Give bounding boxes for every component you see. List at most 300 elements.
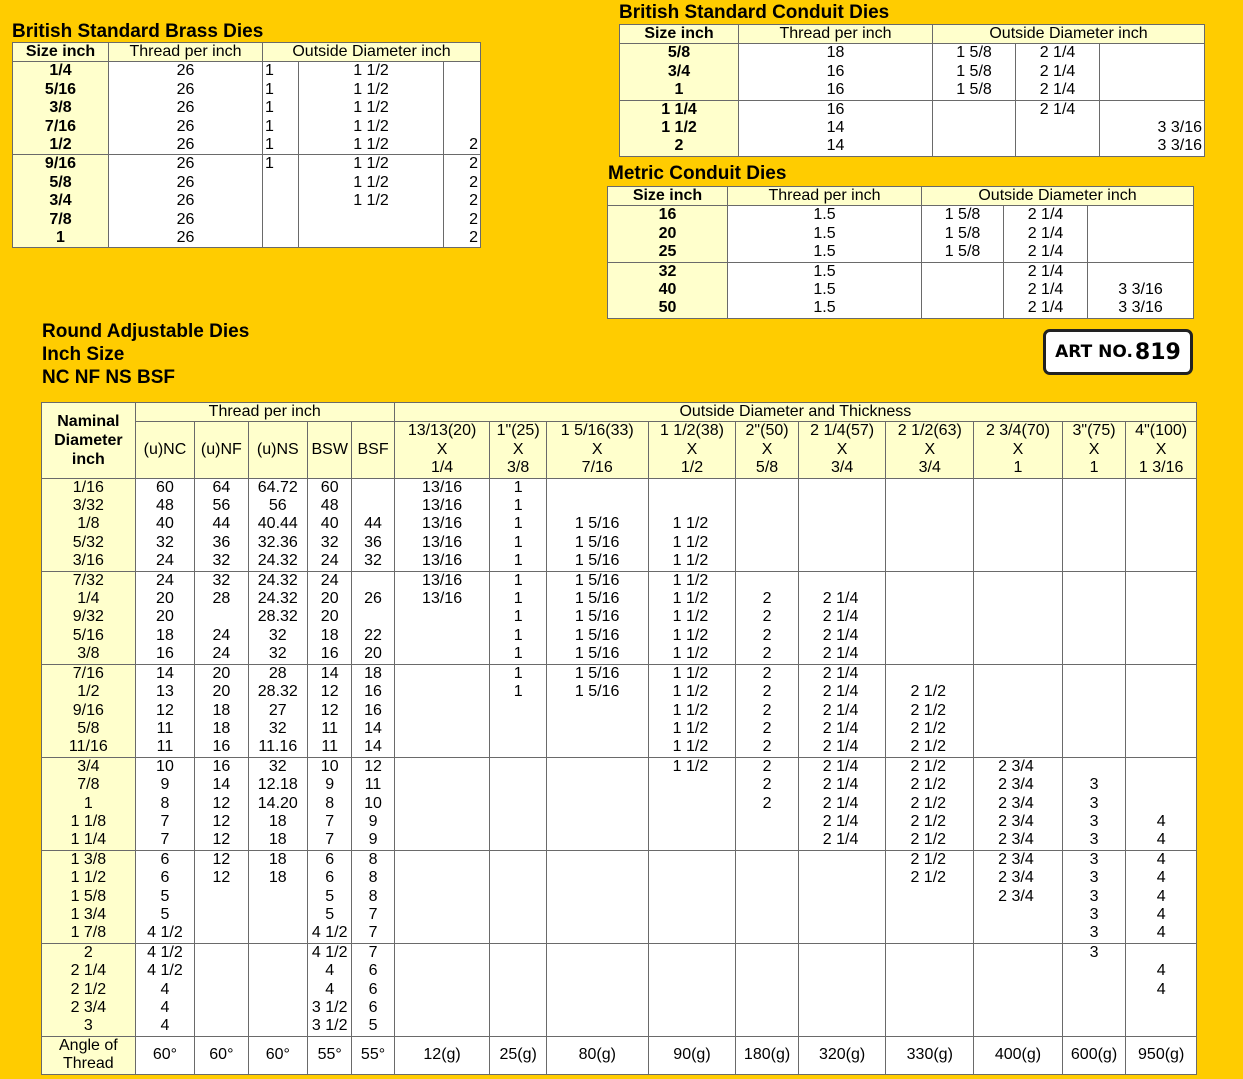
value-cell	[974, 497, 1063, 515]
value-cell	[546, 850, 648, 869]
value-cell: 18	[135, 627, 194, 645]
value-cell	[394, 627, 490, 645]
value-cell	[974, 720, 1063, 738]
value-cell	[922, 281, 1004, 299]
value-cell: 2 3/4	[974, 795, 1063, 813]
value-cell	[886, 888, 974, 906]
value-cell	[394, 683, 490, 701]
nominal-size-cell: 3	[42, 1017, 136, 1036]
value-cell: 1 1/2	[648, 627, 736, 645]
thread-header: Thread per inch	[109, 43, 263, 62]
value-cell: 3	[1062, 924, 1125, 943]
value-cell	[798, 552, 886, 571]
table-row	[42, 645, 1197, 664]
value-cell	[1126, 590, 1197, 608]
value-cell: 26	[109, 211, 263, 229]
value-cell: 2 1/4	[798, 776, 886, 794]
value-cell: 26	[109, 192, 263, 210]
value-cell: 1 5/8	[933, 44, 1016, 63]
value-cell: 1	[490, 683, 546, 701]
value-cell: 32	[248, 720, 307, 738]
value-cell: 4	[1126, 906, 1197, 924]
size-cell: 5/16	[13, 81, 109, 99]
footer-cell: 80(g)	[546, 1036, 648, 1074]
value-cell	[394, 757, 490, 776]
value-cell: 16	[739, 63, 933, 81]
value-cell	[394, 795, 490, 813]
size-cell: 1/2	[13, 136, 109, 155]
value-cell	[546, 757, 648, 776]
value-cell	[1062, 981, 1125, 999]
nominal-size-cell: 5/32	[42, 534, 136, 552]
value-cell: 4 1/2	[135, 924, 194, 943]
value-cell: 1	[263, 81, 299, 99]
value-cell	[1088, 262, 1194, 281]
footer-cell: 60°	[248, 1036, 307, 1074]
value-cell: 12	[195, 831, 248, 850]
table-row	[42, 795, 1197, 813]
value-cell	[546, 943, 648, 962]
value-cell: 1 1/2	[299, 81, 444, 99]
value-cell	[886, 552, 974, 571]
value-cell	[736, 850, 798, 869]
value-cell	[490, 738, 546, 757]
value-cell: 11	[308, 738, 352, 757]
value-cell: 1 5/8	[922, 243, 1004, 262]
od-column-header: 13/13(20) X 1/4	[394, 422, 490, 478]
value-cell	[974, 683, 1063, 701]
table-row	[620, 100, 1205, 119]
value-cell: 26	[109, 81, 263, 99]
value-cell	[736, 869, 798, 887]
value-cell: 2 3/4	[974, 757, 1063, 776]
od-column-header: 1"(25) X 3/8	[490, 422, 546, 478]
value-cell	[248, 888, 307, 906]
value-cell	[546, 738, 648, 757]
value-cell	[248, 981, 307, 999]
value-cell: 1 1/2	[648, 515, 736, 533]
value-cell: 1	[490, 534, 546, 552]
value-cell: 1 1/2	[299, 192, 444, 210]
value-cell: 64	[195, 478, 248, 497]
table-row	[620, 119, 1205, 137]
od-column-header: 2"(50) X 5/8	[736, 422, 798, 478]
value-cell: 28	[248, 664, 307, 683]
value-cell: 1 5/16	[546, 608, 648, 626]
value-cell	[798, 962, 886, 980]
value-cell: 14	[352, 738, 394, 757]
value-cell: 2 1/4	[1016, 44, 1100, 63]
table-row	[620, 137, 1205, 156]
table-row	[608, 243, 1194, 262]
value-cell: 11	[135, 738, 194, 757]
table-row	[42, 776, 1197, 794]
table-row	[13, 99, 481, 117]
nominal-size-cell: 3/16	[42, 552, 136, 571]
value-cell: 12	[308, 702, 352, 720]
value-cell: 26	[109, 62, 263, 81]
value-cell	[1062, 645, 1125, 664]
value-cell: 7	[135, 831, 194, 850]
value-cell: 3 1/2	[308, 1017, 352, 1036]
value-cell: 16	[352, 702, 394, 720]
table-row	[42, 608, 1197, 626]
brass-table	[12, 42, 481, 248]
value-cell	[1126, 515, 1197, 533]
value-cell	[248, 1017, 307, 1036]
value-cell: 2 1/2	[886, 720, 974, 738]
value-cell: 24	[308, 552, 352, 571]
value-cell	[248, 943, 307, 962]
value-cell	[648, 795, 736, 813]
value-cell	[546, 776, 648, 794]
value-cell	[1062, 683, 1125, 701]
value-cell	[798, 981, 886, 999]
value-cell: 3 3/16	[1100, 137, 1205, 156]
value-cell: 2 1/4	[798, 645, 886, 664]
value-cell: 26	[109, 229, 263, 248]
value-cell: 4	[1126, 850, 1197, 869]
nominal-size-cell: 3/32	[42, 497, 136, 515]
value-cell: 12.18	[248, 776, 307, 794]
table-row	[42, 497, 1197, 515]
value-cell	[546, 888, 648, 906]
value-cell: 24.32	[248, 590, 307, 608]
value-cell	[886, 608, 974, 626]
value-cell: 4	[1126, 981, 1197, 999]
size-cell: 9/16	[13, 155, 109, 174]
value-cell: 1	[263, 136, 299, 155]
value-cell	[195, 1017, 248, 1036]
value-cell: 1	[263, 99, 299, 117]
value-cell	[490, 776, 546, 794]
value-cell: 2 1/4	[798, 795, 886, 813]
value-cell: 3	[1062, 906, 1125, 924]
value-cell	[886, 478, 974, 497]
value-cell: 1 5/16	[546, 515, 648, 533]
table-row	[13, 81, 481, 99]
value-cell	[1062, 552, 1125, 571]
value-cell	[974, 738, 1063, 757]
value-cell	[490, 962, 546, 980]
nominal-size-cell: 5/16	[42, 627, 136, 645]
value-cell: 1	[263, 62, 299, 81]
value-cell	[1100, 44, 1205, 63]
value-cell: 22	[352, 627, 394, 645]
value-cell: 20	[135, 590, 194, 608]
size-cell: 7/8	[13, 211, 109, 229]
value-cell: 2 1/4	[798, 627, 886, 645]
od-column-header: 1 1/2(38) X 1/2	[648, 422, 736, 478]
value-cell	[490, 943, 546, 962]
value-cell	[798, 478, 886, 497]
value-cell: 20	[308, 608, 352, 626]
od-header: Outside Diameter inch	[933, 25, 1205, 44]
value-cell: 32	[352, 552, 394, 571]
size-cell: 5/8	[620, 44, 739, 63]
thread-per-inch-header: Thread per inch	[135, 403, 394, 422]
table-row	[13, 211, 481, 229]
value-cell: 3 3/16	[1100, 119, 1205, 137]
value-cell	[974, 590, 1063, 608]
conduit-table	[619, 24, 1205, 157]
od-column-header: 2 3/4(70) X 1	[974, 422, 1063, 478]
value-cell	[974, 571, 1063, 590]
value-cell: 2 3/4	[974, 776, 1063, 794]
value-cell	[1062, 702, 1125, 720]
value-cell	[490, 757, 546, 776]
value-cell	[195, 943, 248, 962]
value-cell	[394, 962, 490, 980]
value-cell	[1062, 720, 1125, 738]
value-cell: 11.16	[248, 738, 307, 757]
value-cell	[1126, 943, 1197, 962]
size-cell: 25	[608, 243, 728, 262]
nominal-size-cell: 7/32	[42, 571, 136, 590]
table-row	[42, 683, 1197, 701]
value-cell	[490, 813, 546, 831]
value-cell	[299, 211, 444, 229]
round-dies-table	[41, 402, 1197, 1075]
value-cell	[974, 962, 1063, 980]
table-row	[42, 720, 1197, 738]
value-cell: 16	[308, 645, 352, 664]
value-cell	[490, 831, 546, 850]
value-cell: 4	[135, 999, 194, 1017]
value-cell: 16	[739, 81, 933, 100]
value-cell	[1062, 534, 1125, 552]
thread-header: Thread per inch	[728, 187, 922, 206]
value-cell	[1126, 795, 1197, 813]
value-cell	[736, 888, 798, 906]
value-cell: 2 1/4	[1016, 63, 1100, 81]
table-row	[42, 813, 1197, 831]
value-cell	[546, 869, 648, 887]
od-thickness-header: Outside Diameter and Thickness	[394, 403, 1196, 422]
round-title-line: NC NF NS BSF	[42, 367, 175, 388]
value-cell	[1100, 63, 1205, 81]
metric-title: Metric Conduit Dies	[608, 163, 787, 184]
value-cell	[736, 924, 798, 943]
table-row	[608, 206, 1194, 225]
value-cell: 2 3/4	[974, 888, 1063, 906]
value-cell	[798, 497, 886, 515]
value-cell: 4 1/2	[308, 924, 352, 943]
value-cell	[736, 534, 798, 552]
value-cell	[394, 850, 490, 869]
od-column-header: 2 1/2(63) X 3/4	[886, 422, 974, 478]
size-header: Size inch	[608, 187, 728, 206]
value-cell: 2 1/4	[1004, 281, 1088, 299]
value-cell: 64.72	[248, 478, 307, 497]
round-title-line: Inch Size	[42, 344, 125, 365]
table-row	[620, 63, 1205, 81]
value-cell	[648, 869, 736, 887]
value-cell: 26	[109, 99, 263, 117]
header-row	[13, 43, 481, 62]
value-cell: 5	[135, 888, 194, 906]
value-cell: 2	[444, 174, 481, 192]
value-cell: 32	[135, 534, 194, 552]
value-cell	[546, 962, 648, 980]
od-header: Outside Diameter inch	[922, 187, 1194, 206]
value-cell	[1062, 999, 1125, 1017]
value-cell	[195, 981, 248, 999]
value-cell	[394, 831, 490, 850]
value-cell	[1062, 757, 1125, 776]
round-title-line: Round Adjustable Dies	[42, 321, 250, 342]
art-number-logo	[1043, 329, 1193, 375]
value-cell: 1 5/16	[546, 645, 648, 664]
value-cell	[195, 999, 248, 1017]
value-cell	[886, 497, 974, 515]
table-row	[13, 118, 481, 136]
table-row	[42, 850, 1197, 869]
value-cell	[394, 608, 490, 626]
value-cell	[886, 664, 974, 683]
value-cell: 10	[352, 795, 394, 813]
value-cell	[798, 906, 886, 924]
value-cell: 1 1/2	[648, 702, 736, 720]
value-cell	[490, 906, 546, 924]
size-header: Size inch	[13, 43, 109, 62]
value-cell	[1126, 552, 1197, 571]
value-cell: 1 1/2	[648, 683, 736, 701]
value-cell	[1062, 497, 1125, 515]
size-cell: 1	[620, 81, 739, 100]
value-cell	[1126, 999, 1197, 1017]
value-cell: 16	[739, 100, 933, 119]
value-cell	[263, 211, 299, 229]
value-cell: 3	[1062, 776, 1125, 794]
value-cell: 14	[739, 137, 933, 156]
value-cell	[1062, 738, 1125, 757]
brass-title: British Standard Brass Dies	[12, 21, 264, 42]
value-cell	[490, 869, 546, 887]
value-cell: 11	[352, 776, 394, 794]
nominal-size-cell: 11/16	[42, 738, 136, 757]
value-cell	[546, 720, 648, 738]
value-cell	[546, 999, 648, 1017]
value-cell: 26	[352, 590, 394, 608]
value-cell: 2	[736, 627, 798, 645]
value-cell: 1 5/16	[546, 552, 648, 571]
footer-row	[42, 1036, 1197, 1074]
value-cell	[736, 962, 798, 980]
value-cell	[974, 924, 1063, 943]
value-cell: 12	[195, 850, 248, 869]
value-cell	[736, 515, 798, 533]
thread-column-header: (u)NF	[195, 422, 248, 478]
value-cell	[798, 850, 886, 869]
table-row	[42, 571, 1197, 590]
table-row	[42, 888, 1197, 906]
value-cell	[648, 850, 736, 869]
value-cell	[394, 999, 490, 1017]
value-cell	[736, 831, 798, 850]
value-cell	[1126, 683, 1197, 701]
value-cell: 2 1/2	[886, 757, 974, 776]
value-cell: 60	[135, 478, 194, 497]
value-cell: 12	[195, 869, 248, 887]
value-cell	[490, 795, 546, 813]
value-cell: 2 1/2	[886, 702, 974, 720]
value-cell: 13/16	[394, 571, 490, 590]
value-cell: 13/16	[394, 497, 490, 515]
value-cell: 3 3/16	[1088, 281, 1194, 299]
value-cell: 11	[308, 720, 352, 738]
value-cell	[798, 571, 886, 590]
nominal-size-cell: 3/4	[42, 757, 136, 776]
value-cell: 26	[109, 118, 263, 136]
nominal-size-cell: 1 7/8	[42, 924, 136, 943]
value-cell	[195, 924, 248, 943]
table-row	[42, 738, 1197, 757]
value-cell: 2	[736, 590, 798, 608]
value-cell: 4	[1126, 869, 1197, 887]
value-cell	[648, 478, 736, 497]
value-cell	[648, 888, 736, 906]
value-cell: 16	[135, 645, 194, 664]
value-cell: 1 1/2	[648, 590, 736, 608]
art-number-prefix: ART NO.	[1055, 342, 1133, 362]
value-cell	[736, 813, 798, 831]
value-cell	[736, 999, 798, 1017]
value-cell: 1 1/2	[299, 155, 444, 174]
value-cell	[1126, 497, 1197, 515]
value-cell: 8	[135, 795, 194, 813]
value-cell: 1 5/8	[933, 63, 1016, 81]
value-cell: 4	[1126, 924, 1197, 943]
value-cell: 1 5/8	[922, 225, 1004, 243]
table-row	[13, 136, 481, 155]
value-cell	[1062, 627, 1125, 645]
value-cell	[886, 515, 974, 533]
value-cell: 2	[736, 683, 798, 701]
size-cell: 1 1/4	[620, 100, 739, 119]
value-cell: 2 1/4	[798, 590, 886, 608]
value-cell: 14	[308, 664, 352, 683]
value-cell: 10	[308, 757, 352, 776]
value-cell	[933, 137, 1016, 156]
footer-cell: 330(g)	[886, 1036, 974, 1074]
value-cell: 2 1/2	[886, 850, 974, 869]
value-cell	[736, 943, 798, 962]
table-row	[42, 627, 1197, 645]
size-cell: 2	[620, 137, 739, 156]
value-cell	[1062, 962, 1125, 980]
header-row	[42, 403, 1197, 422]
nominal-size-cell: 2	[42, 943, 136, 962]
value-cell	[886, 590, 974, 608]
table-row	[13, 229, 481, 248]
value-cell	[1100, 81, 1205, 100]
value-cell	[394, 888, 490, 906]
value-cell	[195, 608, 248, 626]
value-cell	[546, 795, 648, 813]
table-row	[13, 192, 481, 210]
value-cell: 14.20	[248, 795, 307, 813]
value-cell: 28	[195, 590, 248, 608]
value-cell	[394, 981, 490, 999]
size-cell: 3/8	[13, 99, 109, 117]
nominal-size-cell: 7/8	[42, 776, 136, 794]
value-cell	[974, 943, 1063, 962]
value-cell: 36	[195, 534, 248, 552]
value-cell	[1062, 571, 1125, 590]
nominal-size-cell: 1/8	[42, 515, 136, 533]
value-cell: 1	[490, 590, 546, 608]
